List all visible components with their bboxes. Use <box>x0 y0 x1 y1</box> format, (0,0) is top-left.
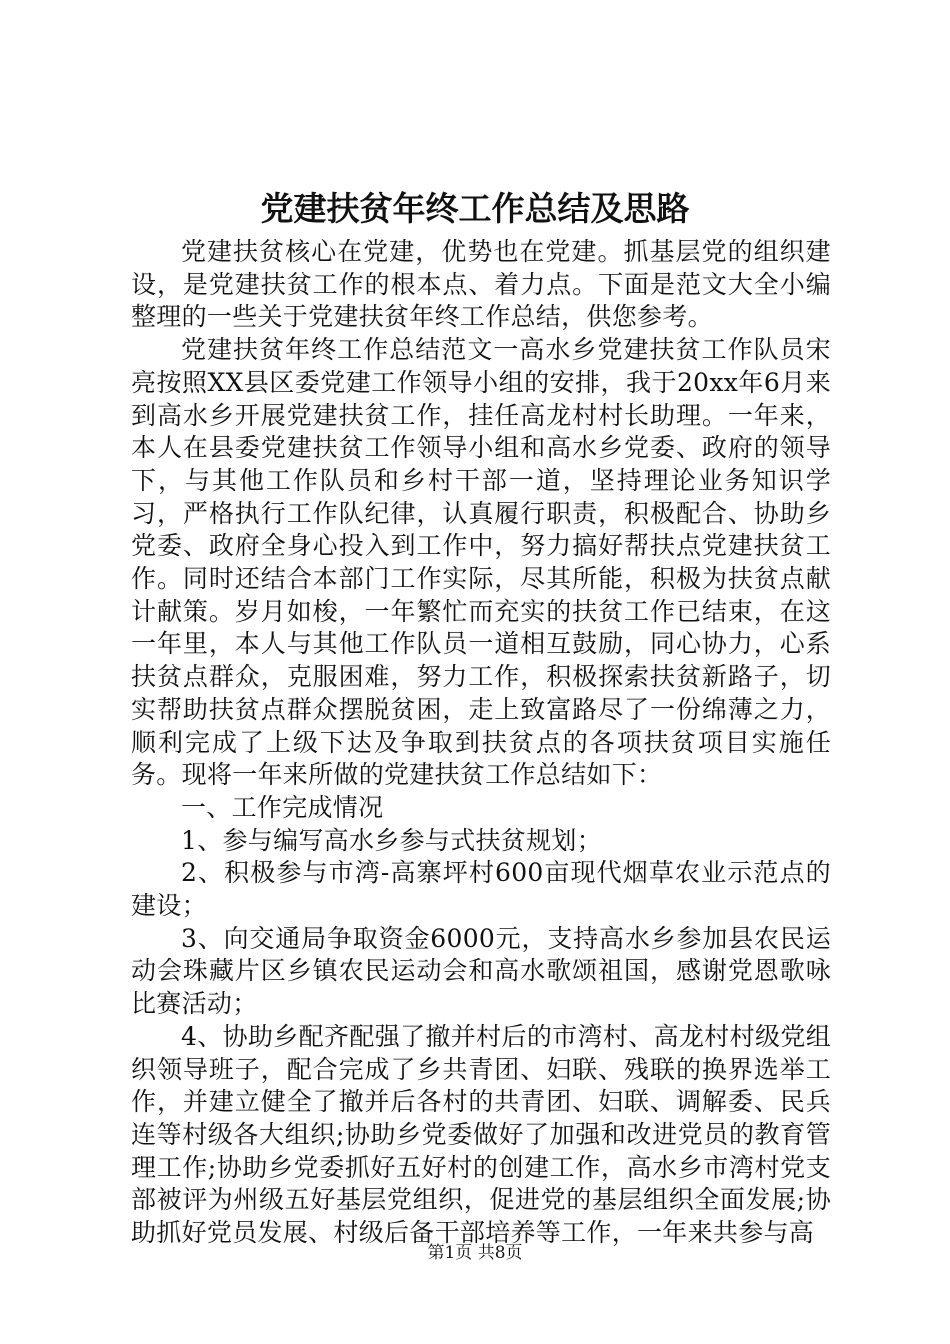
list-item-4: 4、协助乡配齐配强了撤并村后的市湾村、高龙村村级党组织领导班子，配合完成了乡共青团、妇联、残联的换界选举工作，并建立健全了撤并后各村的共青团、妇联、调解委、民兵连等村级各大组织;协助乡党委做好了加强和改进党员的教育管理工作;协助乡党委抓好五好村的创建工作，高水乡市湾村党支部被评为州级五好基层党组织，促进党的基层组织全面发展;协助抓好党员发展、村级后备干部培养等工作，一年来共参与高 <box>131 1021 831 1248</box>
paragraph-intro: 党建扶贫核心在党建，优势也在党建。抓基层党的组织建设，是党建扶贫工作的根本点、着力点。下面是范文大全小编整理的一些关于党建扶贫年终工作总结，供您参考。 <box>131 237 831 332</box>
section-heading: 一、工作完成情况 <box>181 792 384 822</box>
list-item-1: 1、参与编写高水乡参与式扶贫规划； <box>181 825 603 855</box>
document-body <box>131 236 831 1250</box>
list-item-2: 2、积极参与市湾-高寨坪村600亩现代烟草农业示范点的建设； <box>131 858 831 921</box>
list-item-3: 3、向交通局争取资金6000元，支持高水乡参加县农民运动会珠藏片区乡镇农民运动会和高水歌颂祖国，感谢党恩歌咏比赛活动； <box>131 923 831 1019</box>
page-footer: 第1页 共8页 <box>427 1243 523 1263</box>
paragraph-summary: 党建扶贫年终工作总结范文一高水乡党建扶贫工作队员宋亮按照XX县区委党建工作领导小组的安排，我于20xx年6月来到高水乡开展党建扶贫工作，挂任高龙村村长助理。一年来，本人在县委党建扶贫工作领导小组和高水乡党委、政府的领导下，与其他工作队员和乡村干部一道，坚持理论业务知识学习，严格执行工作队纪律，认真履行职责，积极配合、协助乡党委、政府全身心投入到工作中，努力搞好帮扶点党建扶贫工作。同时还结合本部门工作实际，尽其所能，积极为扶贫点献计献策。岁月如梭，一年繁忙而充实的扶贫工作已结束，在这一年里，本人与其他工作队员一道相互鼓励，同心协力，心系扶贫点群众，克服困难，努力工作，积极探索扶贫新路子，切实帮助扶贫点群众摆脱贫困，走上致富路尽了一份绵薄之力，顺利完成了上级下达及争取到扶贫点的各项扶贫项目实施任务。现将一年来所做的党建扶贫工作总结如下： <box>131 335 831 790</box>
document-title: 党建扶贫年终工作总结及思路 <box>260 189 690 228</box>
